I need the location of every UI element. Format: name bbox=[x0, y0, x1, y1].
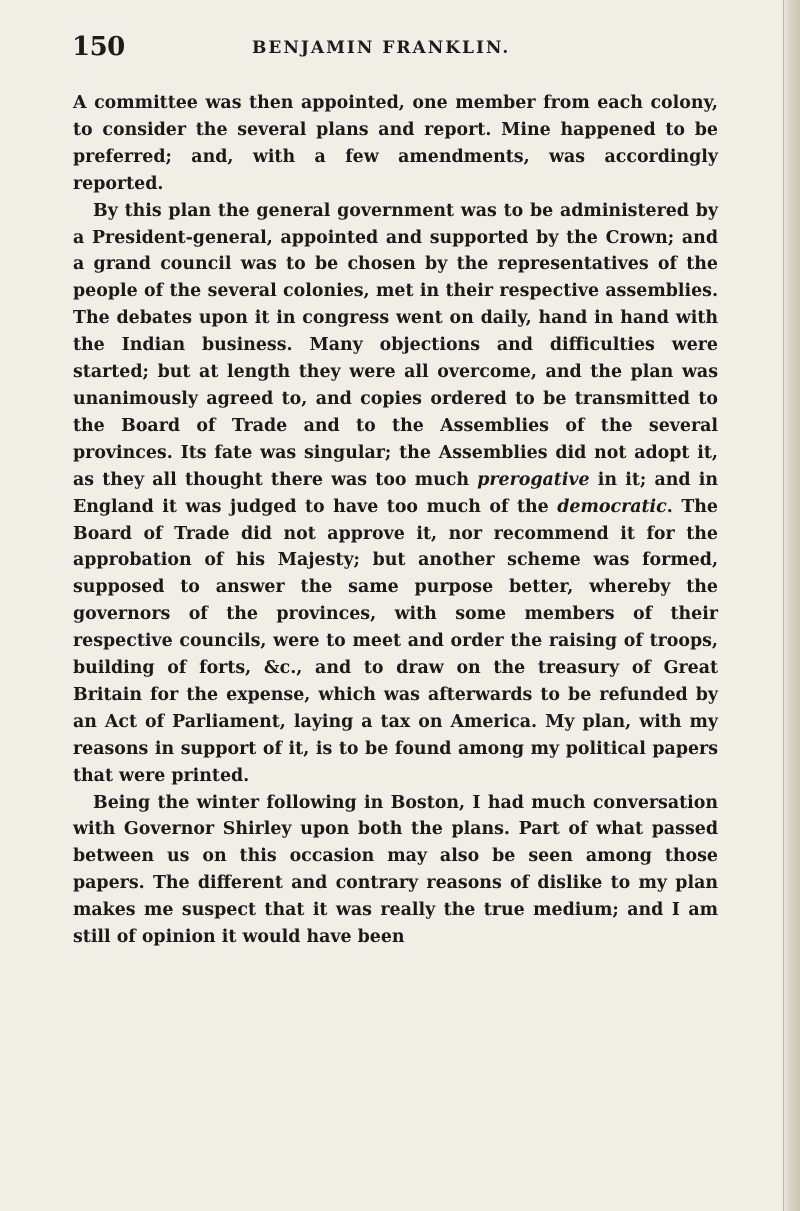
paragraph-1 bbox=[73, 90, 718, 198]
page-spine-edge bbox=[783, 0, 800, 1211]
page-number: 150 bbox=[72, 32, 125, 62]
text-segment: By this plan the general government was to be administered by a President-general, appointed and supported by the Crown; and a grand council was to be chosen by the representatives of the people of the several colonies, met in their respective assemblies. The debates upon it in congress went on daily, hand in hand with the Indian business. Many objections and difficulties were started; but at length they were all overcome, and the plan was unanimously agreed to, and copies ordered to be transmitted to the Board of Trade and to the Assemblies of the several provinces. Its fate was singular; the Assemblies did not adopt it, as they all thought there was too much bbox=[73, 200, 718, 490]
italic-term-democratic: democratic bbox=[557, 496, 667, 517]
page-header bbox=[72, 32, 722, 62]
text-segment: Being the winter following in Boston, I had much conversation with Governor Shirley upon both the plans. Part of what passed between us on this occasion may also be seen among those papers. The different and contrary reasons of dislike to my plan makes me suspect that it was really the true medium; and I am still of opinion it would have been bbox=[73, 792, 718, 948]
italic-term-prerogative: prerogative bbox=[477, 469, 590, 490]
text-segment: A committee was then appointed, one member from each colony, to consider the several plans and report. Mine happened to be preferred; and, with a few amendments, was accordingly reported. bbox=[73, 93, 718, 194]
body-text bbox=[73, 90, 718, 951]
running-head: BENJAMIN FRANKLIN. bbox=[252, 38, 511, 58]
text-segment: . The Board of Trade did not approve it, nor recommend it for the approbation of his Majesty; but another scheme was formed, supposed to answer the same purpose better, whereby the governors of the provinces, with some members of their respective councils, were to meet and order the raising of troops, building of forts, &c., and to draw on the treasury of Great Britain for the expense, which was afterwards to be refunded by an Act of Parliament, laying a tax on America. My plan, with my reasons in support of it, is to be found among my political papers that were printed. bbox=[73, 496, 718, 786]
text-segment: in it; and in England it was judged to have too much of the bbox=[73, 469, 718, 517]
paragraph-3 bbox=[73, 790, 718, 951]
paragraph-2 bbox=[73, 198, 718, 790]
